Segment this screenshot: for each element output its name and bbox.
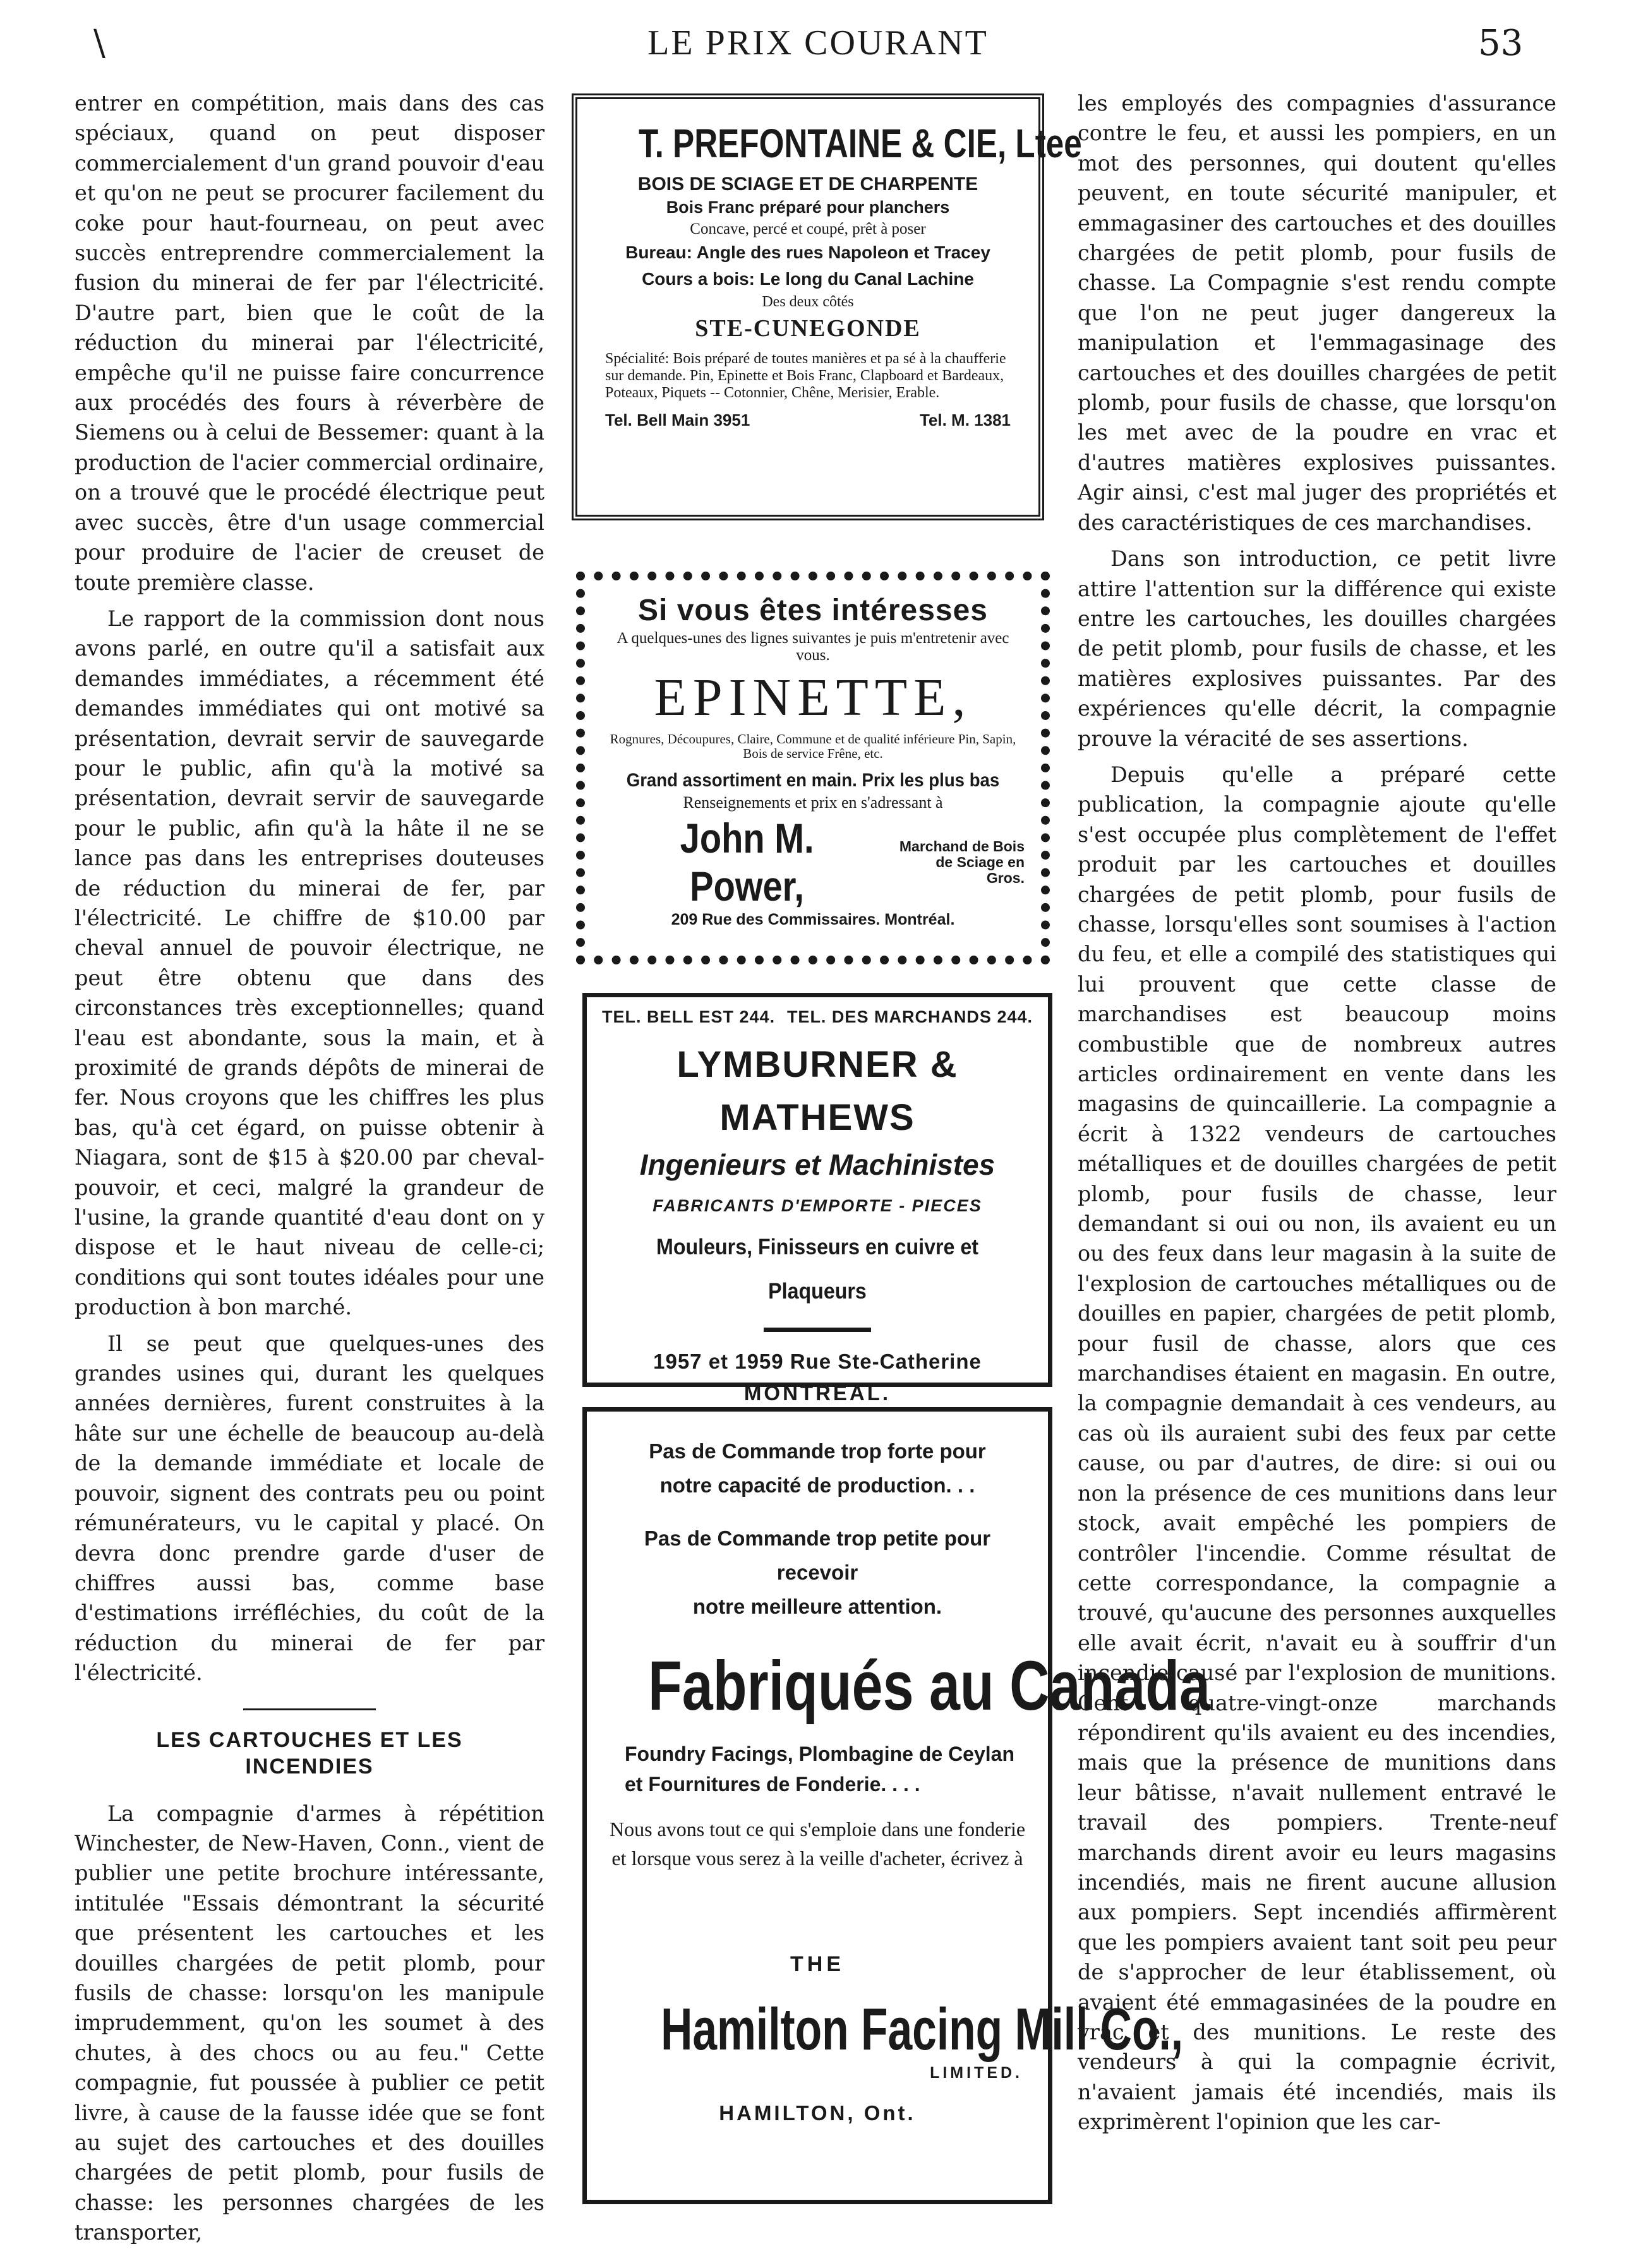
paragraph: entrer en compétition, mais dans des cas spéciaux, quand on peut disposer commercialement d'un grand pouvoir d'eau et qu'on ne peut se procurer facilement du coke pour haut-fourneau, on peut avec succès entreprendre commercialement la fusion du minerai de fer par l'électricité. D'autre part, bien que le coût de la réduction du minerai par l'électricité, empêche qu'il ne puisse faire concurrence aux procédés des fours à réverbère de Siemens ou à celui de Bessemer: quant à la production de l'acier commercial ordinaire, on a trouvé que le procédé électrique peut avec succès, être d'un usage commercial pour produire de l'acier de creuset de toute première classe. (75, 91, 544, 595)
ad-lymburner: TEL. BELL EST 244. TEL. DES MARCHANDS 244. LYMBURNER & MATHEWS Ingenieurs et Machinistes FABRICANTS D'EMPORTE - PIECES Mouleurs, Finisseurs en cuivre et Plaqueurs 1957 et 1959 Rue Ste-Catherine MONTREAL. (582, 993, 1052, 1387)
margin-mark: \ (93, 23, 105, 64)
paragraph: Depuis qu'elle a préparé cette publication, la compagnie ajoute qu'elle s'est occupée plus complètement de l'effet produit par les cartouches et douilles chargées de petit plomb, pour fusils de chasse, lorsqu'elles sont soumises à l'action du feu, et elle a compilé des statistiques qui lui prouvent que cette classe de marchandises est beaucoup moins combustible que de nombreux autres articles ordinairement en vente dans les magasins de quincaillerie. La compagnie a écrit à 1322 vendeurs de cartouches métalliques et de douilles chargées de petit plomb, pour fusils de chasse, leur demandant si oui ou non, ils avaient eu un ou des feux dans leur magasin à la suite de l'explosion de cartouches métalliques ou de douilles en papier, chargées de petit plomb, pour fusil de chasse, alors que ces marchandises étaient en magasin. En outre, la compagnie demandait à ces vendeurs, au cas où ils auraient subi des feux par cette cause, ou par d'autres, de dire: si oui ou non la présence de ces munitions dans leur stock, avait empêché les pompiers de contrôler l'incendie. Comme résultat de cette correspondance, la compagnie a trouvé, qu'aucune des personnes auxquelles elle avait écrit, n'avait eu à souffrir d'un incendie causé par l'explosion de munitions. Cent quatre-vingt-onze marchands répondirent qu'ils avaient eu des incendies, mais que la présence de munitions dans leur bâtisse, n'avait nullement entravé le travail des pompiers. Trente-neuf marchands dirent avoir eu leurs magasins incendiés, mais ne firent aucune allusion aux pompiers. Sept incendiés affirmèrent que les pompiers avaient tant soit peu peur de s'approcher de leur établissement, où avaient été emmagasinées de la poudre en vrac et des munitions. Le reste des vendeurs à qui la compagnie écrivit, n'avaient jamais été incendiés, mais ils exprimèrent l'opinion que les car- (1078, 762, 1556, 2135)
ad-headline: Si vous êtes intéresses (638, 594, 988, 627)
ad-specialty: Spécialité: Bois préparé de toutes manières et pa sé à la chaufferie sur demande. Pin, Epinette et Bois Franc, Clapboard et Bardeaux, Poteaux, Piquets -- Cotonnier, Chêne, Merisier, Erable. (605, 351, 1006, 401)
section-divider (243, 1708, 376, 1710)
ad-company-name: Hamilton Facing Mill Co., (661, 1996, 1184, 2062)
ad-huge-headline: Fabriqués au Canada (648, 1647, 1211, 1725)
paragraph: les employés des compagnies d'assurance contre le feu, et aussi les pompiers, en un mot des personnes, qui doutent qu'elles peuvent, en toute sécurité manipuler, et emmagasiner des cartouches et des douilles chargées de petit plomb, pour fusils de chasse. La Compagnie s'est rendu compte que l'on ne peut juger dangereux la manipulation et l'emmagasinage des cartouches et des douilles chargées de petit plomb, pour fusils de chasse, que lorsqu'on les met avec de la poudre en vrac et d'autres matières explosives puissantes. Agir ainsi, c'est mal juger des propriétés et des caractéristiques de ces marchandises. (1078, 91, 1556, 535)
paragraph: Le rapport de la commission dont nous avons parlé, en outre qu'il a satisfait aux demandes immédiates, a récemment été demandes immédiates qui ont motivé sa présentation, devrait servir de sauvegarde pour le public, afin qu'à la motivé sa présentation, devrait servir de sauvegarde pour le public, afin qu'à la hâte il ne se lance pas dans les entreprises douteuses de réduction du minerai de fer, par l'électricité. Le chiffre de $10.00 par cheval annuel de pouvoir électrique, ne peut être obtenu que dans des circonstances très exceptionnelles; quand l'eau est abondante, sous la main, et à proximité de grands dépôts de minerai de fer. Nous croyons que les chiffres les plus bas, qu'à cet égard, on puisse obtenir à Niagara, sont de $15 à $20.00 par cheval-pouvoir, et ceci, malgré la grandeur de l'usine, la grande quantité d'eau dont on y dispose et le haut niveau de celle-ci; conditions qui sont toutes idéales pour une production à bon marché. (75, 606, 544, 1320)
ad-signature-row: John M. Power, Marchand de Bois de Sciage en Gros. (601, 814, 1025, 910)
page-number: 53 (1478, 23, 1524, 64)
journal-title: LE PRIX COURANT (647, 23, 989, 63)
paragraph: La compagnie d'armes à répétition Winchester, de New-Haven, Conn., vient de publier une petite brochure intéressante, intitulée "Essais démontrant la sécurité que présentent les cartouches et les douilles chargées de petit plomb, pour fusils de chasse: lorsqu'on les manipule imprudemment, qu'on les soumet à des chutes, à des chocs ou au feu." Cette compagnie, fut poussée à publier ce petit livre, à cause de la fausse idée que se font au sujet des cartouches et des douilles chargées de petit plomb, pour fusils de chasse: les personnes chargées de les transporter, (75, 1801, 544, 2245)
ad-big-word: EPINETTE, (654, 668, 972, 727)
left-column (75, 88, 544, 2254)
ad-phones: Tel. Bell Main 3951 Tel. M. 1381 (605, 411, 1011, 429)
ad-prefontaine: T. PREFONTAINE & CIE, Ltee BOIS DE SCIAGE ET DE CHARPENTE Bois Franc préparé pour planchers Concave, percé et coupé, prêt à poser Bureau: Angle des rues Napoleon et Tracey Cours a bois: Le long du Canal Lachine Des deux côtés STE-CUNEGONDE Spécialité: Bois préparé de toutes manières et pa sé à la chaufferie sur demande. Pin, Epinette et Bois Franc, Clapboard et Bardeaux, Poteaux, Piquets -- Cotonnier, Chêne, Merisier, Erable. Tel. Bell Main 3951 Tel. M. 1381 (572, 93, 1044, 520)
right-column (1078, 88, 1556, 2144)
ad-phones: TEL. BELL EST 244. TEL. DES MARCHANDS 244. (602, 1007, 1033, 1026)
ad-hamilton: Pas de Commande trop forte pour notre capacité de production. . . Pas de Commande trop petite pour recevoir notre meilleure attention. Fabriqués au Canada Foundry Facings, Plombagine de Ceylan et Fournitures de Fonderie. . . . Nous avons tout ce qui s'emploie dans une fonderie et lorsque vous serez à la veille d'acheter, écrivez à THE Hamilton Facing Mill Co., LIMITED. HAMILTON, Ont. (582, 1407, 1052, 2204)
ad-merchant-name: John M. Power, (680, 815, 814, 909)
section-heading: LES CARTOUCHES ET LES INCENDIES (156, 1727, 463, 1779)
ad-company-name: LYMBURNER & MATHEWS (677, 1044, 958, 1138)
paragraph: Il se peut que quelques-unes des grandes usines qui, durant les quelques années dernières, furent construites à la hâte sur une échelle de beaucoup au-delà de la demande immédiate et locale de pouvoir, signent des contrats peu ou point rémunérateurs, vu le capital y placé. On devra donc prendre garde d'user de chiffres aussi bas, comme base d'estimations irréfléchies, du coût de la réduction du minerai de fer par l'électricité. (75, 1331, 544, 1686)
ad-company-name: T. PREFONTAINE & CIE, Ltee (639, 121, 1082, 166)
paragraph: Dans son introduction, ce petit livre attire l'attention sur la différence qui existe entre les cartouches, les douilles chargées de petit plomb, pour fusils de chasse, et les matières explosives puissantes. Par des expériences qu'elle décrit, la compagnie prouve la véracité de ses assertions. (1078, 546, 1556, 751)
ad-epinette: Si vous êtes intéresses A quelques-unes des lignes suivantes je puis m'entretenir avec vous. EPINETTE, Rognures, Découpures, Claire, Commune et de qualité inférieure Pin, Sapin, Bois de service Frêne, etc. Grand assortiment en main. Prix les plus bas Renseignements et prix en s'adressant à John M. Power, Marchand de Bois de Sciage en Gros. 209 Rue des Commissaires. Montréal. (576, 572, 1050, 964)
page-header (0, 0, 1636, 69)
ad-divider (764, 1328, 871, 1332)
